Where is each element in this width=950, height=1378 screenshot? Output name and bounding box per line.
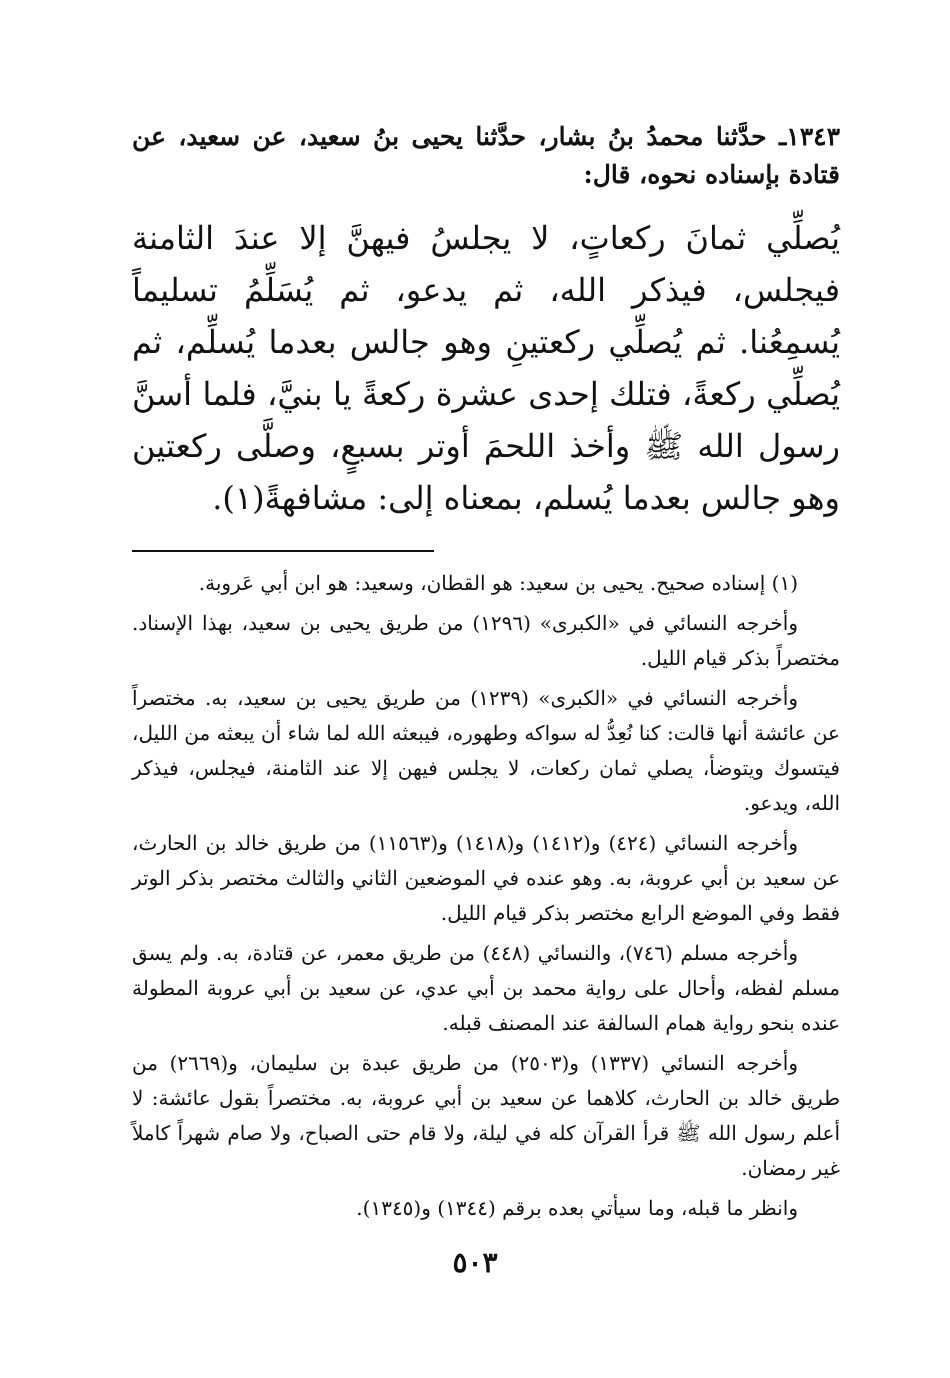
page-number: ٥٠٣ xyxy=(452,1246,498,1279)
footnote-paragraph: وأخرجه النسائي (٤٢٤) و(١٤١٢) و(١٤١٨) و(١١٥٦٣) من طريق خالد بن الحارث، عن سعيد بن أبي عروبة، به. وهو عنده في الموضعين الثاني والثالث مختصر بذكر الوتر فقط وفي الموضع الرابع مختصر بذكر قيام الليل. xyxy=(132,831,840,925)
footnote-paragraph: وأخرجه النسائي (١٣٣٧) و(٢٥٠٣) من طريق عبدة بن سليمان، و(٢٦٦٩) من طريق خالد بن الحارث، كلاهما عن سعيد بن أبي عروبة، به. مختصراً بقول عائشة: لا أعلم رسول الله ﷺ قرأ القرآن كله في ليلة، ولا قام حتى الصباح، ولا صام شهراً كاملاً غير رمضان. xyxy=(132,1051,840,1180)
hadith-chain: ١٣٤٣ـ حدَّثنا محمدُ بنُ بشار، حدَّثنا يحيى بنُ سعيد، عن سعيد، عن قتادة بإسناده نحوه، قال: xyxy=(132,122,840,189)
footnote-paragraph: وأخرجه النسائي في «الكبرى» (١٢٩٦) من طريق يحيى بن سعيد، بهذا الإسناد. مختصراً بذكر قيام الليل. xyxy=(132,611,840,670)
footnotes xyxy=(132,566,840,1226)
footnote-paragraph: وانظر ما قبله، وما سيأتي بعده برقم (١٣٤٤) و(١٣٤٥). xyxy=(356,1196,798,1220)
footnote-paragraph: وأخرجه مسلم (٧٤٦)، والنسائي (٤٤٨) من طريق معمر، عن قتادة، به. ولم يسق مسلم لفظه، وأحال على رواية محمد بن أبي عدي، عن سعيد بن أبي عروبة المطولة عنده بنحو رواية همام السالفة عند المصنف قبله. xyxy=(132,941,840,1035)
footnote-paragraph: (١) إسناده صحيح. يحيى بن سعيد: هو القطان، وسعيد: هو ابن أبي عَروبة. xyxy=(198,571,798,595)
page-content xyxy=(132,108,840,1231)
footnote-paragraph: وأخرجه النسائي في «الكبرى» (١٢٣٩) من طريق يحيى بن سعيد، به. مختصراً عن عائشة أنها قالت: كنا نُعِدُّ له سواكه وطهوره، فيبعثه الله لما شاء أن يبعثه من الليل، فيتسوك ويتوضأ، يصلي ثمان ركعات، لا يجلس فيهن إلا عند الثامنة، فيجلس، فيذكر الله، ويدعو. xyxy=(132,686,840,815)
hadith-text: يُصلِّي ثمانَ ركعاتٍ، لا يجلسُ فيهنَّ إلا عندَ الثامنة فيجلس، فيذكر الله، ثم يدعو، ثم يُسَلِّمُ تسليماً يُسمِعُنا. ثم يُصلِّي ركعتينِ وهو جالس بعدما يُسلِّم، ثم يُصلِّي ركعةً، فتلك إحدى عشرة ركعةً يا بنيَّ، فلما أسنَّ رسول الله ﷺ وأخذ اللحمَ أوتر بسبعٍ، وصلَّى ركعتين وهو جالس بعدما يُسلم، بمعناه إلى: مشافهةً(١). xyxy=(132,219,840,517)
footnote-divider xyxy=(132,550,434,552)
